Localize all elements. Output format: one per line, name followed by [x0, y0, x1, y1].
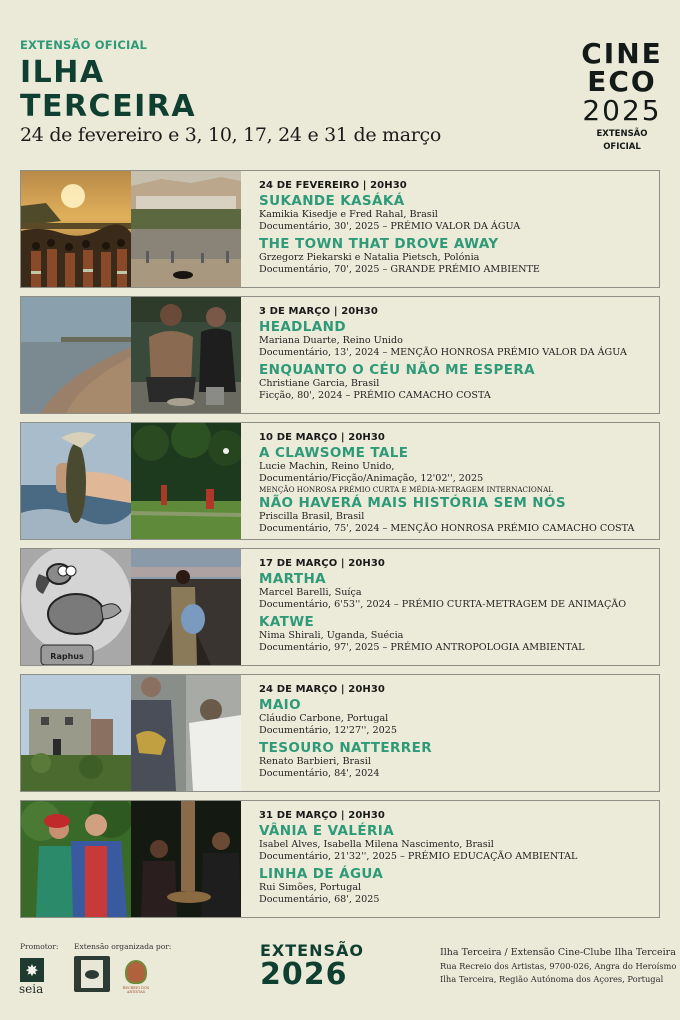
football-forest-still [131, 423, 241, 539]
film-details: Documentário, 30', 2025 – PRÉMIO VALOR DA ÁGUA [259, 221, 521, 232]
film-director: Mariana Duarte, Reino Unido [259, 335, 403, 346]
session-row [20, 548, 660, 666]
extensao-label: EXTENSÃO [260, 941, 365, 960]
film-entry [259, 697, 651, 737]
film-entry [259, 740, 651, 780]
film-details: Documentário, 12'27'', 2025 [259, 725, 397, 736]
session-text [259, 684, 651, 780]
film-title: THE TOWN THAT DROVE AWAY [259, 236, 499, 252]
film-title: NÃO HAVERÁ MAIS HISTÓRIA SEM NÓS [259, 495, 566, 511]
cartoon-dodo-still [21, 549, 131, 665]
pebble-beach-still [21, 297, 131, 413]
film-director: Lucie Machin, Reino Unido, [259, 461, 395, 472]
lobster-hand-still [21, 423, 131, 539]
session-row [20, 800, 660, 918]
session-datetime: 10 DE MARÇO | 20H30 [259, 432, 385, 443]
film-director: Christiane Garcia, Brasil [259, 378, 380, 389]
film-details: Documentário, 97', 2025 – PRÉMIO ANTROPOLOGIA AMBIENTAL [259, 642, 585, 653]
logo-line-cine: CINE [581, 37, 663, 70]
venue-address [440, 946, 676, 986]
musicians-dark-still [131, 801, 241, 917]
film-director: Grzegorz Piekarski e Natalia Pietsch, Polónia [259, 252, 480, 263]
film-details: Ficção, 80', 2024 – PRÉMIO CAMACHO COSTA [259, 390, 491, 401]
session-text [259, 180, 651, 276]
address-line-3: Ilha Terceira, Região Autónoma dos Açores, Portugal [440, 974, 664, 984]
couple-cooking-still [131, 297, 241, 413]
logo-line-eco: ECO [587, 65, 657, 98]
logo-line-oficial: OFICIAL [603, 142, 641, 152]
film-title: LINHA DE ÁGUA [259, 866, 384, 882]
extensao-year: 2026 [260, 957, 348, 992]
session-row [20, 674, 660, 792]
film-title: A CLAWSOME TALE [259, 445, 409, 461]
recreio-emblem-icon [125, 960, 147, 984]
address-line-1: Ilha Terceira / Extensão Cine-Clube Ilha Terceira [440, 947, 676, 958]
promoter-label: Promotor: [20, 942, 59, 951]
film-director: Priscilla Brasil, Brasil [259, 511, 365, 522]
seia-star-icon: ✸ [20, 958, 44, 982]
title-line-1: ILHA [20, 55, 105, 90]
film-details: Documentário, 21'32'', 2025 – PRÉMIO EDUCAÇÃO AMBIENTAL [259, 851, 578, 862]
lab-researchers-still [131, 675, 241, 791]
film-details: Documentário, 13', 2024 – MENÇÃO HONROSA PRÉMIO VALOR DA ÁGUA [259, 347, 627, 358]
river-town-still [131, 171, 241, 287]
event-dates: 24 de fevereiro e 3, 10, 17, 24 e 31 de março [20, 124, 442, 146]
film-title: TESOURO NATTERRER [259, 740, 433, 756]
session-row [20, 422, 660, 540]
logo-line-extensao: EXTENSÃO [596, 129, 648, 139]
ruined-house-still [21, 675, 131, 791]
film-entry [259, 445, 651, 495]
logo-line-year: 2025 [582, 94, 662, 127]
header [20, 38, 441, 146]
film-entry [259, 193, 651, 233]
svg-text:Raphus: Raphus [50, 652, 84, 661]
film-title: MAIO [259, 697, 301, 713]
film-title: KATWE [259, 614, 315, 630]
film-title: HEADLAND [259, 319, 346, 335]
session-datetime: 3 DE MARÇO | 20H30 [259, 306, 378, 317]
session-datetime: 17 DE MARÇO | 20H30 [259, 558, 385, 569]
film-entry [259, 866, 651, 906]
page-title [20, 56, 441, 124]
film-details: Documentário, 84', 2024 [259, 768, 380, 779]
organized-label: Extensão organizada por: [74, 942, 172, 951]
film-director: Isabel Alves, Isabella Milena Nascimento, Brasil [259, 839, 494, 850]
address-line-2: Rua Recreio dos Artistas, 9700-026, Angra do Heroísmo [440, 961, 677, 971]
film-title: MARTHA [259, 571, 327, 587]
recreio-name: RECREIO DOS ARTISTAS [122, 986, 150, 994]
session-datetime: 24 DE FEVEREIRO | 20H30 [259, 180, 407, 191]
two-women-garden-still [21, 801, 131, 917]
session-datetime: 31 DE MARÇO | 20H30 [259, 810, 385, 821]
film-details: Documentário, 6'53'', 2024 – PRÉMIO CURTA-METRAGEM DE ANIMAÇÃO [259, 599, 627, 610]
film-director: Rui Simões, Portugal [259, 882, 362, 893]
extensao-2026-mark [260, 942, 364, 990]
film-entry [259, 236, 651, 276]
film-entry [259, 823, 651, 863]
cineeco-logo [578, 37, 666, 152]
seia-logo-text: seia [19, 982, 44, 996]
session-row [20, 296, 660, 414]
session-datetime: 24 DE MARÇO | 20H30 [259, 684, 385, 695]
session-text [259, 432, 651, 535]
film-entry [259, 362, 651, 402]
film-entry [259, 319, 651, 359]
film-title: VÂNIA E VALÉRIA [259, 823, 395, 839]
session-text [259, 558, 651, 654]
film-details: Documentário/Ficção/Animação, 12'02'', 2025 [259, 473, 484, 484]
film-title: ENQUANTO O CÉU NÃO ME ESPERA [259, 362, 536, 378]
film-director: Nima Shirali, Uganda, Suécia [259, 630, 404, 641]
film-director: Renato Barbieri, Brasil [259, 756, 371, 767]
film-award: MENÇÃO HONROSA PRÉMIO CURTA E MÉDIA-METRAGEM INTERNACIONAL [259, 485, 554, 494]
boy-with-basin-still [131, 549, 241, 665]
session-text [259, 306, 651, 402]
cineclube-film-logo-icon [74, 956, 110, 992]
film-director: Marcel Barelli, Suíça [259, 587, 362, 598]
film-director: Kamikia Kisedje e Fred Rahal, Brasil [259, 209, 438, 220]
film-director: Cláudio Carbone, Portugal [259, 713, 389, 724]
title-line-2: TERCEIRA [20, 89, 197, 124]
session-text [259, 810, 651, 906]
film-entry [259, 614, 651, 654]
kicker: EXTENSÃO OFICIAL [20, 38, 148, 52]
film-details: Documentário, 75', 2024 – MENÇÃO HONROSA PRÉMIO CAMACHO COSTA [259, 523, 635, 534]
film-details: Documentário, 68', 2025 [259, 894, 380, 905]
film-title: SUKANDE KASÁKÁ [259, 193, 405, 209]
sunset-crowd-still [21, 171, 131, 287]
recreio-artistas-logo [118, 960, 154, 994]
film-entry [259, 495, 651, 535]
footer [0, 938, 680, 1020]
session-row [20, 170, 660, 288]
film-details: Documentário, 70', 2025 – GRANDE PRÉMIO AMBIENTE [259, 264, 540, 275]
film-entry [259, 571, 651, 611]
